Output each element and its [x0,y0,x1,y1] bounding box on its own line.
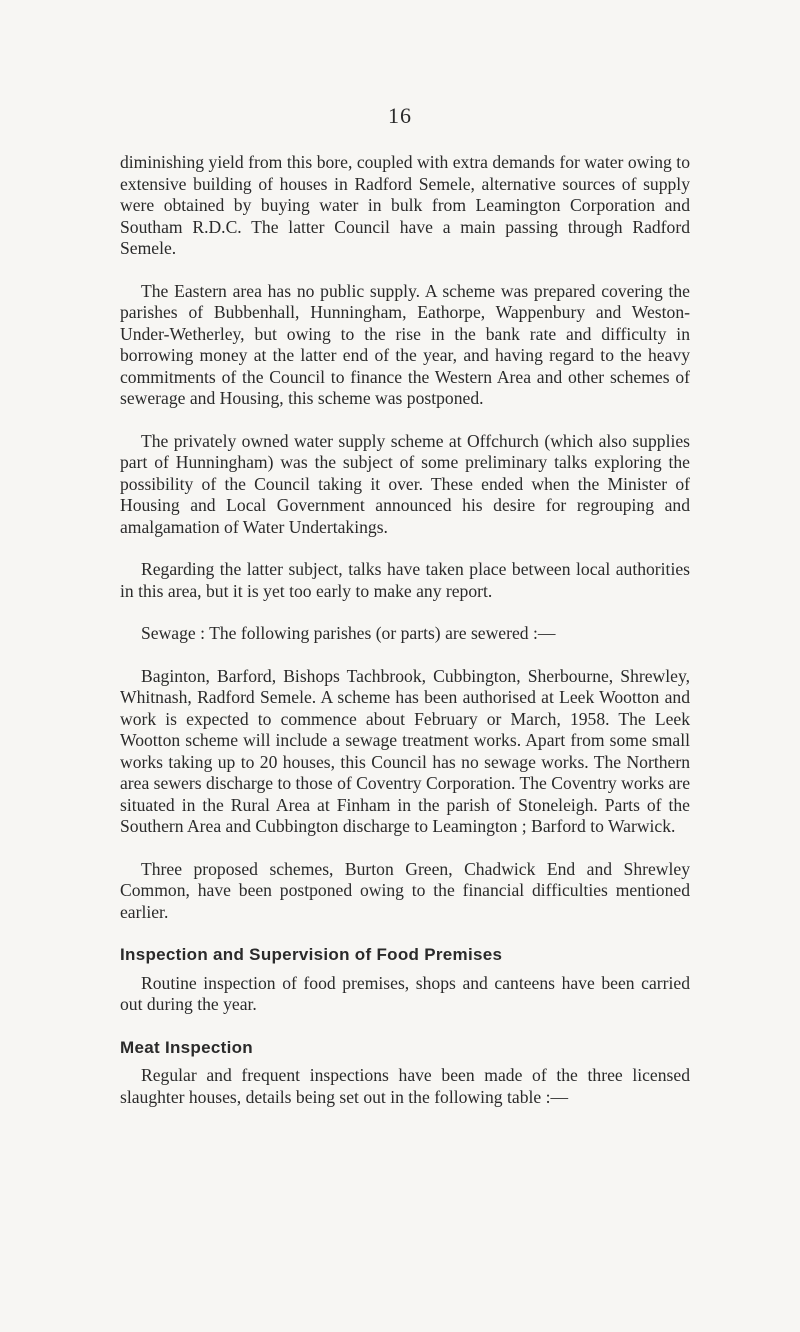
paragraph-eastern-area: The Eastern area has no public supply. A scheme was prepared covering the parishes of Bubbenhall, Hunningham, Eathorpe, Wappenbury and Weston-Under-Wetherley, but owing to the rise in the bank rate and difficulty in borrowing money at the latter end of the year, and having regard to the heavy commitments of the Council to finance the Western Area and other schemes of sewerage and Housing, this scheme was postponed. [120,280,690,408]
paragraph-sewered-parishes: Baginton, Barford, Bishops Tachbrook, Cubbington, Sherbourne, Shrewley, Whitnash, Radford Semele. A scheme has been authorised at Leek Wootton and work is expected to commence about February or March, 1958. The Leek Wootton scheme will include a sewage treatment works. Apart from some small works taking up to 20 houses, this Council has no sewage works. The Northern area sewers discharge to those of Coventry Corporation. The Coventry works are situated in the Rural Area at Finham in the parish of Stoneleigh. Parts of the Southern Area and Cubbington discharge to Leamington ; Barford to Warwick. [120,665,691,836]
paragraph-postponed-schemes: Three proposed schemes, Burton Green, Chadwick End and Shrewley Common, have been postponed owing to the financial difficulties mentioned earlier. [120,858,690,922]
page-number: 16 [388,103,412,128]
paragraph-continued: diminishing yield from this bore, coupled with extra demands for water owing to extensive building of houses in Radford Semele, alternative sources of supply were obtained by buying water in bulk from Leamington Corporation and Southam R.D.C. The latter Council have a main passing through Radford Semele. [120,152,690,258]
paragraph-meat-inspection: Regular and frequent inspections have been made of the three licensed slaughter houses, details being set out in the following table :— [120,1065,690,1107]
paragraph-offchurch: The privately owned water supply scheme at Offchurch (which also supplies part of Hunningham) was the subject of some preliminary talks exploring the possibility of the Council taking it over. These ended when the Minister of Housing and Local Government announced his desire for regrouping and amalgamation of Water Undertakings. [120,430,690,537]
paragraph-food-premises: Routine inspection of food premises, shops and canteens have been carried out during the year. [120,972,690,1014]
paragraph-sewage-intro: Sewage : The following parishes (or parts) are sewered :— [141,623,556,643]
heading-food-premises: Inspection and Supervision of Food Premises [120,945,503,964]
paragraph-regrouping: Regarding the latter subject, talks have taken place between local authorities in this area, but it is yet too early to make any report. [120,559,690,601]
heading-meat-inspection: Meat Inspection [120,1037,253,1057]
document-body [120,152,690,1108]
